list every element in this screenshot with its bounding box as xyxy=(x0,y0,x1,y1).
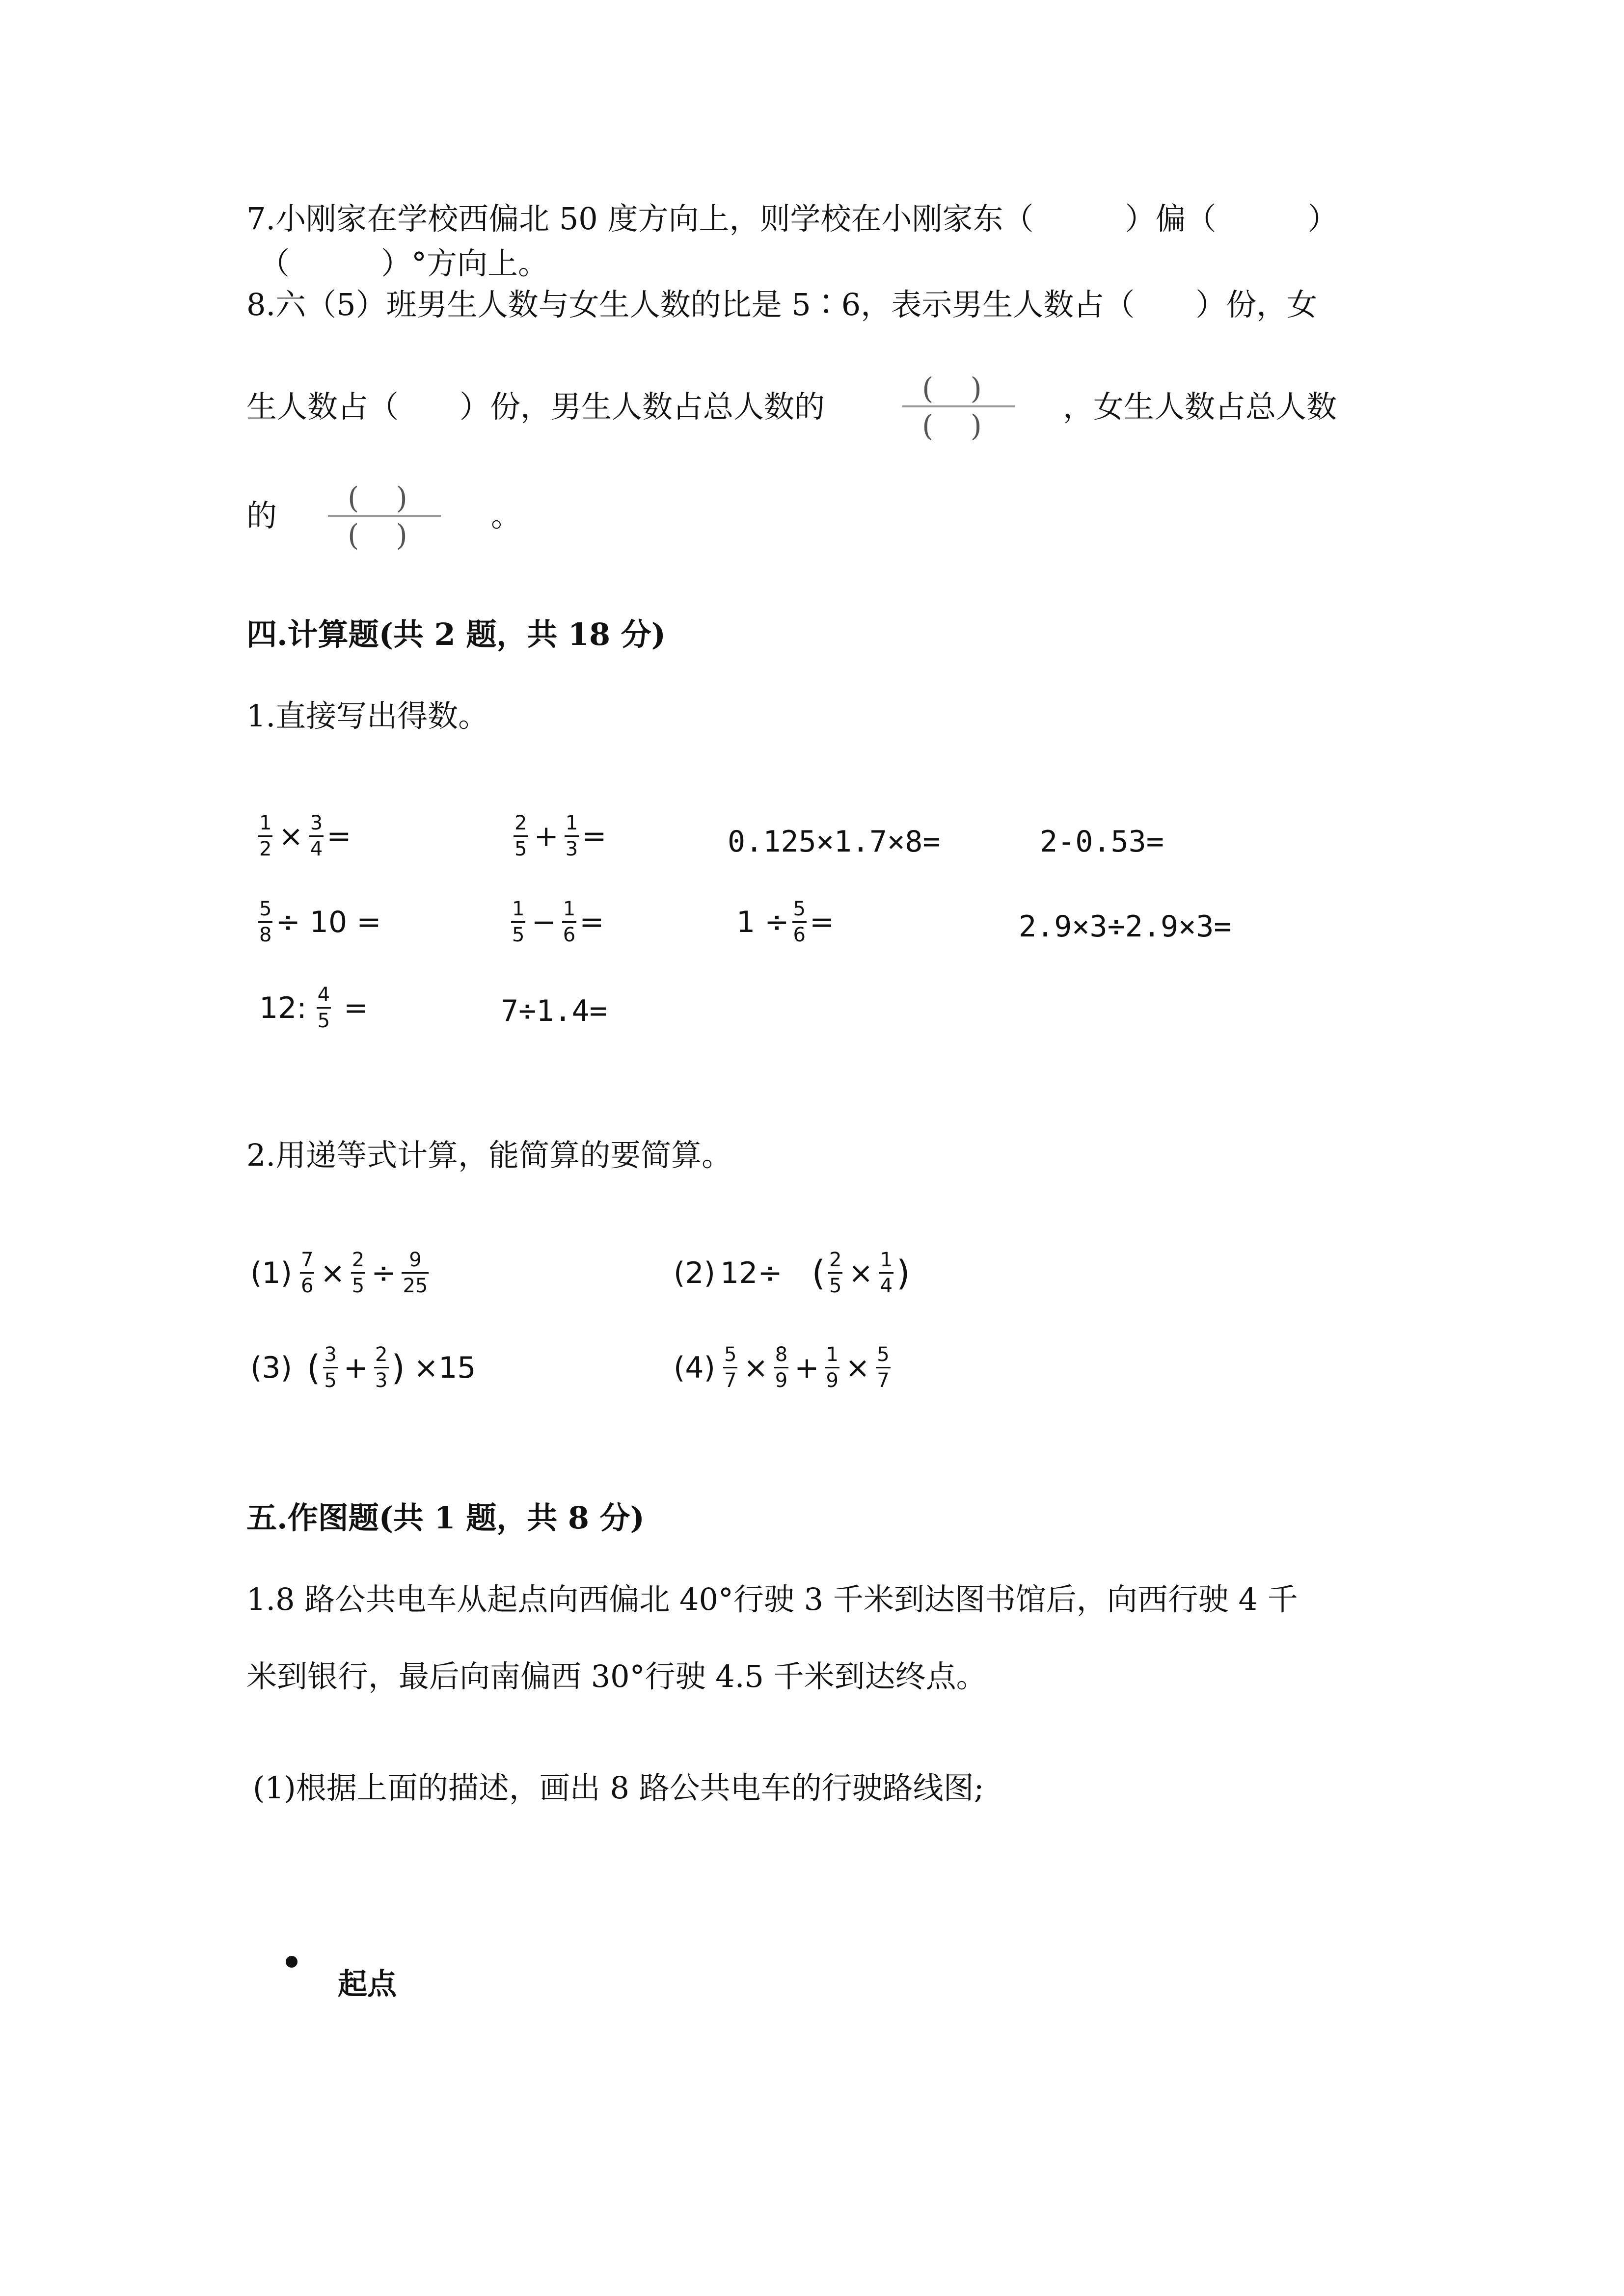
expr-1: $\frac{1}{2}$ × $\frac{3}{4}$ = xyxy=(259,812,352,860)
calc-3: (3) ( $\frac{3}{5}$ + $\frac{2}{3}$ ) ×15 xyxy=(250,1343,476,1392)
expr-5: $\frac{5}{8}$ ÷ 10 = xyxy=(259,898,381,946)
q7-line1: 7.小刚家在学校西偏北 50 度方向上，则学校在小刚家东（ ）偏（ ） xyxy=(246,201,1338,237)
fraction: $\frac{1}{5}$ xyxy=(512,898,525,946)
q8-line2-start: 生人数占（ ）份，男生人数占总人数的 xyxy=(246,389,825,425)
expr-8: 2.9×3÷2.9×3= xyxy=(1019,909,1232,944)
expr-4: 2-0.53= xyxy=(1040,825,1164,859)
fraction: $\frac{1}{6}$ xyxy=(563,898,576,946)
calc-2: (2) 12÷ ( $\frac{2}{5}$ × $\frac{1}{4}$ ) xyxy=(674,1249,910,1297)
section4-q2-title: 2.用递等式计算，能简算的要简算。 xyxy=(246,1137,732,1173)
expr-9: 12: $\frac{4}{5}$ = xyxy=(259,984,369,1032)
fraction: $\frac{5}{6}$ xyxy=(793,898,806,946)
section5-q1-line1: 1.8 路公共电车从起点向西偏北 40°行驶 3 千米到达图书馆后，向西行驶 4 千 xyxy=(246,1581,1298,1617)
expr-3: 0.125×1.7×8= xyxy=(728,825,941,859)
calc-1: (1) $\frac{7}{6}$ × $\frac{2}{5}$ ÷ $\frac{9}{25}$ xyxy=(250,1249,428,1297)
fraction: $\frac{7}{6}$ xyxy=(301,1249,314,1297)
fraction: $\frac{9}{25}$ xyxy=(403,1249,428,1297)
fraction: $\frac{5}{7}$ xyxy=(724,1343,737,1392)
expr-10: 7÷1.4= xyxy=(501,994,607,1028)
calc-4: (4) $\frac{5}{7}$ × $\frac{8}{9}$ + $\frac{1}{9}$ × $\frac{5}{7}$ xyxy=(674,1343,890,1392)
fraction: $\frac{1}{4}$ xyxy=(880,1249,893,1297)
fraction: $\frac{3}{5}$ xyxy=(324,1343,337,1392)
fraction: $\frac{2}{3}$ xyxy=(375,1343,388,1392)
fraction: $\frac{1}{3}$ xyxy=(565,812,578,860)
q7-line2: （ ）°方向上。 xyxy=(259,245,549,281)
start-point-dot xyxy=(286,1956,298,1968)
expr-7: 1 ÷ $\frac{5}{6}$ = xyxy=(736,898,835,946)
section4-q1-title: 1.直接写出得数。 xyxy=(246,698,489,734)
section5-title: 五.作图题(共 1 题，共 8 分) xyxy=(246,1500,645,1536)
fraction: $\frac{4}{5}$ xyxy=(317,984,330,1032)
fraction: $\frac{5}{8}$ xyxy=(259,898,272,946)
q8-blank-fraction-girls[interactable]: ( ) ( ) xyxy=(328,483,441,550)
fraction: $\frac{8}{9}$ xyxy=(775,1343,788,1392)
fraction: $\frac{5}{7}$ xyxy=(877,1343,890,1392)
section5-q1-line2: 米到银行，最后向南偏西 30°行驶 4.5 千米到达终点。 xyxy=(246,1658,987,1694)
section5-sub1: (1)根据上面的描述，画出 8 路公共电车的行驶路线图; xyxy=(253,1770,984,1806)
fraction: $\frac{2}{5}$ xyxy=(352,1249,365,1297)
expr-6: $\frac{1}{5}$ − $\frac{1}{6}$ = xyxy=(512,898,604,946)
fraction: $\frac{1}{9}$ xyxy=(826,1343,839,1392)
expr-2: $\frac{2}{5}$ + $\frac{1}{3}$ = xyxy=(514,812,607,860)
start-point-label: 起点 xyxy=(338,1967,397,2002)
q8-line3-start: 的 xyxy=(246,498,277,534)
section4-title: 四.计算题(共 2 题，共 18 分) xyxy=(246,616,666,652)
q8-line3-end: 。 xyxy=(491,498,522,534)
fraction: $\frac{1}{2}$ xyxy=(259,812,272,860)
fraction: $\frac{2}{5}$ xyxy=(829,1249,842,1297)
fraction: $\frac{3}{4}$ xyxy=(310,812,323,860)
q8-blank-fraction-boys[interactable]: ( ) ( ) xyxy=(902,374,1015,441)
q8-line1: 8.六（5）班男生人数与女生人数的比是 5∶6，表示男生人数占（ ）份，女 xyxy=(246,287,1318,322)
fraction: $\frac{2}{5}$ xyxy=(514,812,527,860)
q8-line2-end: ，女生人数占总人数 xyxy=(1063,389,1337,425)
